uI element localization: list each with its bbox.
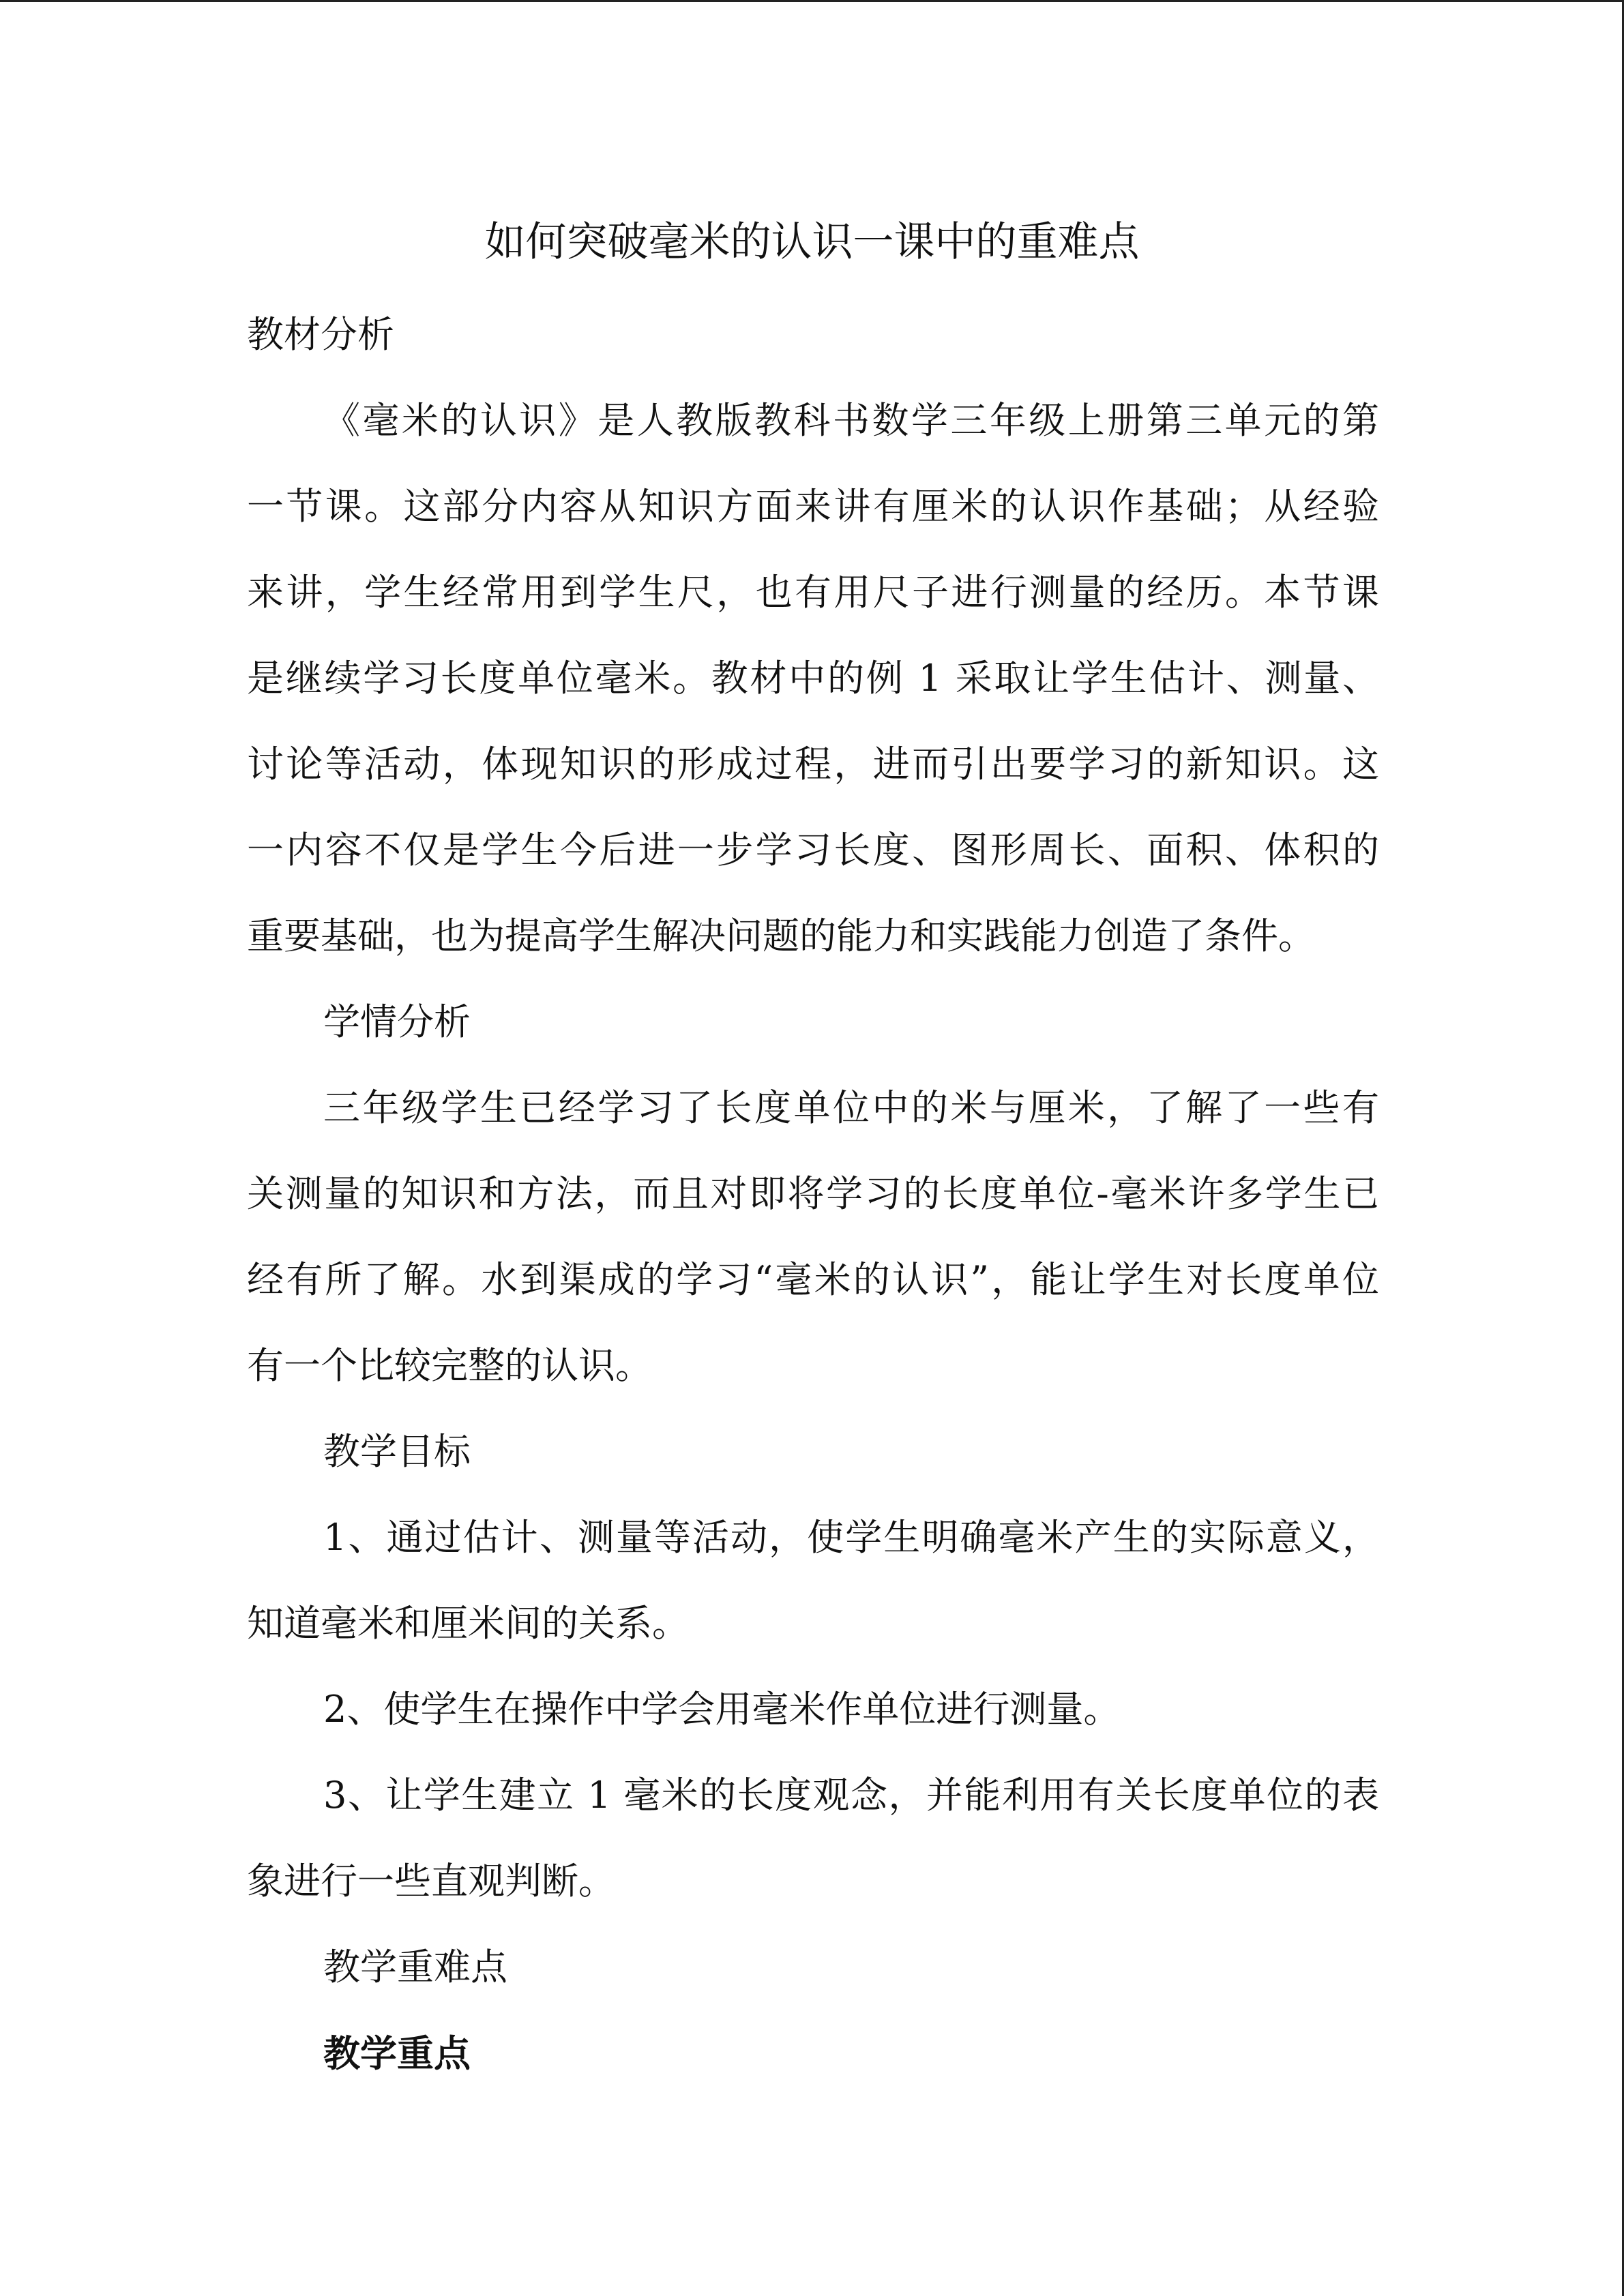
paragraph-line: 《毫米的认识》是人教版教科书数学三年级上册第三单元的第	[323, 399, 1379, 442]
paragraph-line: 一节课。这部分内容从知识方面来讲有厘米的认识作基础；从经验	[247, 485, 1379, 528]
paragraph-line: 一内容不仅是学生今后进一步学习长度、图形周长、面积、体积的	[247, 829, 1379, 871]
paragraph-line: 是继续学习长度单位毫米。教材中的例 1 采取让学生估计、测量、	[247, 657, 1379, 700]
goal-item-1: 1、通过估计、测量等活动，使学生明确毫米产生的实际意义，	[323, 1516, 1379, 1559]
paragraph-line: 象进行一些直观判断。	[247, 1860, 615, 1903]
document-title: 如何突破毫米的认识一课中的重难点	[484, 218, 1140, 266]
paragraph-line: 三年级学生已经学习了长度单位中的米与厘米，了解了一些有	[323, 1086, 1379, 1129]
goal-item-3: 3、让学生建立 1 毫米的长度观念，并能利用有关长度单位的表	[323, 1774, 1379, 1817]
heading-teaching-goals: 教学目标	[323, 1430, 471, 1473]
document-body	[247, 292, 1379, 2096]
heading-key-points: 教学重点	[323, 2031, 471, 2075]
heading-textbook-analysis: 教材分析	[247, 313, 394, 356]
heading-key-difficulties: 教学重难点	[323, 1945, 507, 1988]
paragraph-line: 关测量的知识和方法，而且对即将学习的长度单位-毫米许多学生已	[247, 1172, 1379, 1215]
goal-item-2: 2、使学生在操作中学会用毫米作单位进行测量。	[323, 1688, 1121, 1731]
paragraph-line: 知道毫米和厘米间的关系。	[247, 1602, 689, 1645]
paragraph-line: 经有所了解。水到渠成的学习“毫米的认识”，能让学生对长度单位	[247, 1258, 1379, 1301]
paragraph-line: 来讲，学生经常用到学生尺，也有用尺子进行测量的经历。本节课	[247, 571, 1379, 614]
paragraph-line: 有一个比较完整的认识。	[247, 1344, 652, 1387]
heading-student-analysis: 学情分析	[323, 1000, 471, 1043]
paragraph-line: 讨论等活动，体现知识的形成过程，进而引出要学习的新知识。这	[247, 743, 1379, 786]
paragraph-line: 重要基础，也为提高学生解决问题的能力和实践能力创造了条件。	[247, 914, 1315, 957]
